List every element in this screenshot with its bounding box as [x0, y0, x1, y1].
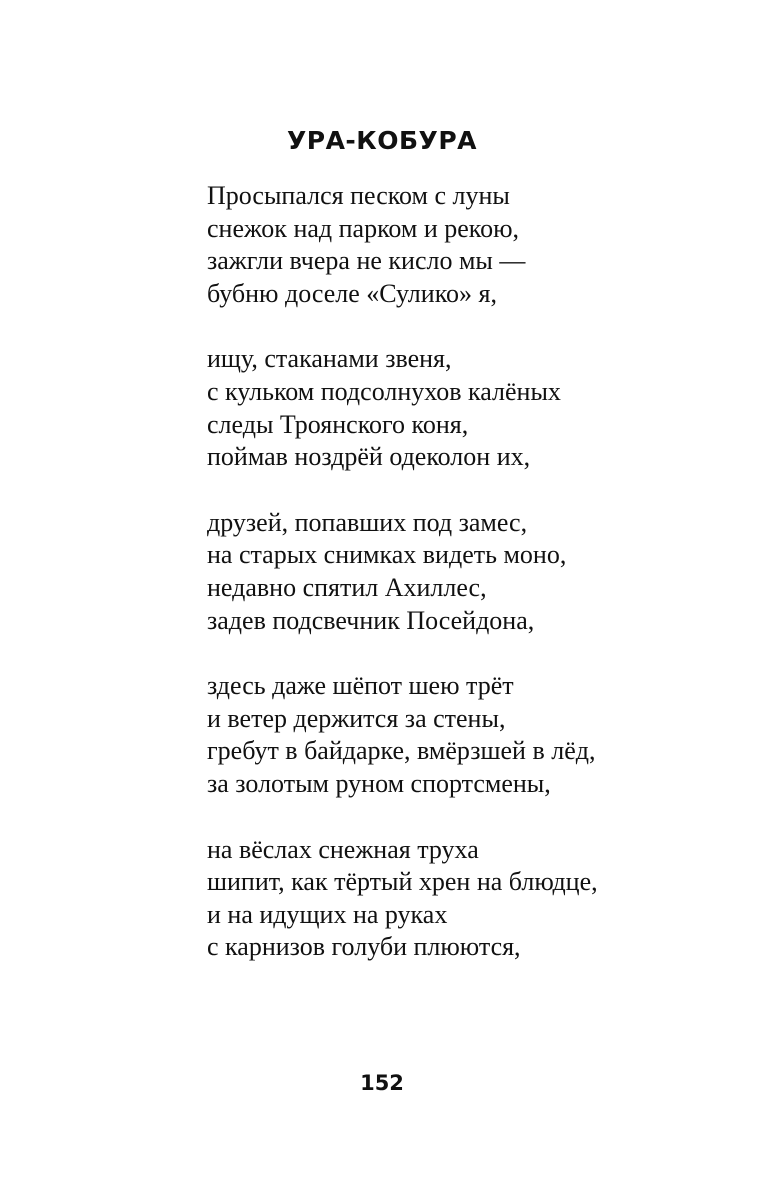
poem-line: гребут в байдарке, вмёрзшей в лёд, [207, 736, 596, 766]
poem-line: с кульком подсолнухов калёных [207, 376, 561, 406]
stanza [207, 180, 727, 310]
poem-line: на старых снимках видеть моно, [207, 540, 567, 570]
poem-line: зажгли вчера не кисло мы — [207, 246, 526, 276]
stanza [207, 507, 727, 637]
poem-line: на вёслах снежная труха [207, 834, 479, 864]
stanza [207, 670, 727, 800]
poem-line: здесь даже шёпот шею трёт [207, 671, 514, 701]
poem-line: и на идущих на руках [207, 899, 448, 929]
poem-title: УРА-КОБУРА [286, 125, 477, 155]
poem-line: поймав ноздрёй одеколон их, [207, 442, 531, 472]
poem-line: ищу, стаканами звеня, [207, 344, 452, 374]
poem-body [207, 180, 727, 964]
stanza [207, 834, 727, 964]
poem-line: и ветер держится за стены, [207, 703, 506, 733]
page-number: 152 [360, 1071, 404, 1095]
poem-line: следы Троянского коня, [207, 409, 469, 439]
poem-line: с карнизов голуби плюются, [207, 932, 521, 962]
stanza [207, 343, 727, 473]
poem-line: друзей, попавших под замес, [207, 507, 528, 537]
poem-line: шипит, как тёртый хрен на блюдце, [207, 867, 598, 897]
poem-line: задев подсвечник Посейдона, [207, 605, 535, 635]
poem-line: бубню доселе «Сулико» я, [207, 278, 497, 308]
poem-line: снежок над парком и рекою, [207, 213, 520, 243]
poem-line: Просыпался песком с луны [207, 181, 510, 210]
poem-line: за золотым руном спортсмены, [207, 768, 551, 798]
poem-line: недавно спятил Ахиллес, [207, 572, 487, 602]
